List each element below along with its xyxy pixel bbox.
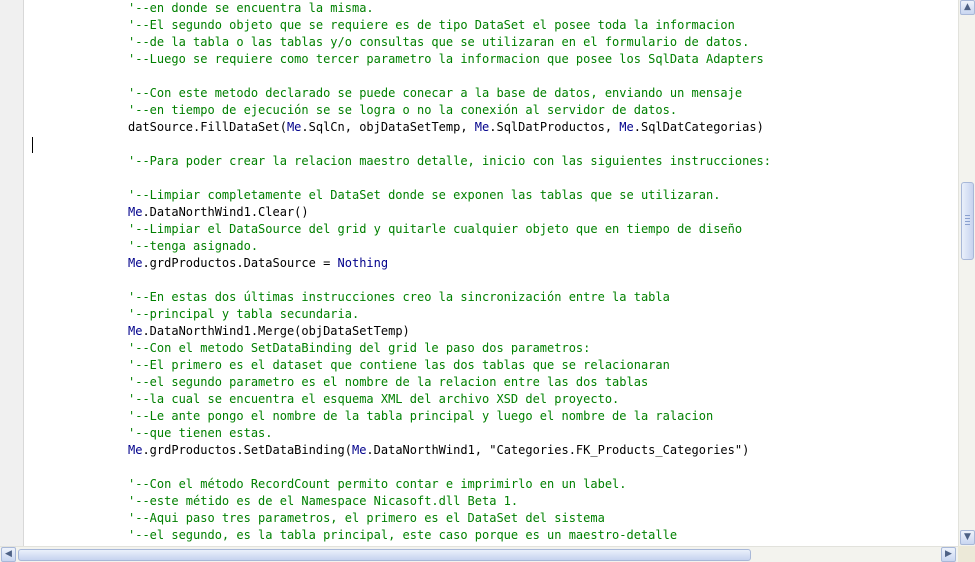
- code-line[interactable]: [128, 374, 648, 391]
- code-line[interactable]: [128, 17, 735, 34]
- grip-line: [965, 218, 970, 219]
- arrow-up-icon: ▲: [964, 2, 971, 12]
- code-comment: '--la cual se encuentra el esquema XML del archivo XSD del proyecto.: [128, 392, 620, 406]
- code-comment: '--en tiempo de ejecución se se logra o no la conexión al servidor de datos.: [128, 103, 678, 117]
- code-keyword: Me: [128, 256, 143, 270]
- editor-margin: [0, 0, 24, 546]
- arrow-left-icon: ◀: [5, 549, 12, 559]
- code-comment: '--Aqui paso tres parametros, el primero es el DataSet del sistema: [128, 511, 605, 525]
- code-comment: '--Limpiar el DataSource del grid y quitarle cualquier objeto que en tiempo de diseño: [128, 222, 743, 236]
- code-line[interactable]: [128, 476, 627, 493]
- horizontal-scrollbar[interactable]: [0, 546, 958, 562]
- grip-line: [965, 221, 970, 222]
- code-line[interactable]: [128, 187, 720, 204]
- code-comment: '--Le ante pongo el nombre de la tabla principal y luego el nombre de la ralacion: [128, 409, 714, 423]
- code-line[interactable]: [128, 238, 258, 255]
- scroll-up-button[interactable]: [960, 0, 975, 15]
- scrollbar-corner: [958, 546, 975, 562]
- code-line[interactable]: [128, 408, 713, 425]
- code-line[interactable]: [128, 204, 309, 221]
- code-line[interactable]: [128, 85, 742, 102]
- code-comment: '--Con el método RecordCount permito contar e imprimirlo en un label.: [128, 477, 627, 491]
- code-text: .DataNorthWind1.Clear(): [142, 205, 309, 219]
- code-text: .SqlDatCategorias): [633, 120, 764, 134]
- code-comment: '--de la tabla o las tablas y/o consultas que se utilizaran en el formulario de datos.: [128, 35, 750, 49]
- code-comment: '--tenga asignado.: [128, 239, 259, 253]
- code-keyword: Me: [619, 120, 634, 134]
- code-comment: '--el segundo parametro es el nombre de la relacion entre las dos tablas: [128, 375, 649, 389]
- vertical-scrollbar[interactable]: [958, 0, 975, 546]
- code-line[interactable]: [128, 119, 764, 136]
- code-text: .grdProductos.DataSource =: [142, 256, 338, 270]
- arrow-right-icon: ▶: [945, 549, 952, 559]
- code-text: .SqlCn, objDataSetTemp,: [301, 120, 475, 134]
- code-line[interactable]: [128, 323, 410, 340]
- arrow-down-icon: ▼: [964, 532, 971, 542]
- code-line[interactable]: [128, 221, 742, 238]
- scroll-right-button[interactable]: [941, 547, 956, 562]
- code-line[interactable]: [128, 493, 518, 510]
- code-comment: '--que tienen estas.: [128, 426, 273, 440]
- code-comment: '--principal y tabla secundaria.: [128, 307, 360, 321]
- code-keyword: Me: [351, 443, 367, 457]
- code-comment: '--Para poder crear la relacion maestro detalle, inicio con las siguientes instrucciones:: [128, 154, 771, 168]
- code-comment: '--Con este metodo declarado se puede conecar a la base de datos, enviando un mensaje: [128, 86, 743, 100]
- code-line[interactable]: [128, 357, 670, 374]
- grip-line: [965, 215, 970, 216]
- code-comment: '--El primero es el dataset que contiene las dos tablas que se relacionaran: [128, 358, 670, 372]
- code-keyword: Me: [128, 443, 143, 457]
- code-text: .grdProductos.SetDataBinding(: [142, 443, 352, 457]
- vertical-scroll-thumb[interactable]: [961, 182, 974, 260]
- horizontal-scroll-thumb[interactable]: [18, 549, 751, 561]
- code-line[interactable]: [128, 51, 764, 68]
- code-text: .DataNorthWind1.Merge(objDataSetTemp): [142, 324, 410, 338]
- code-line[interactable]: [128, 306, 359, 323]
- grip-line: [965, 224, 970, 225]
- code-keyword: Me: [128, 324, 143, 338]
- code-line[interactable]: [128, 510, 605, 527]
- code-keyword: Me: [474, 120, 490, 134]
- code-comment: '--En estas dos últimas instrucciones creo la sincronización entre la tabla: [128, 290, 670, 304]
- code-text: datSource.FillDataSet(: [128, 120, 287, 134]
- code-comment: '--Limpiar completamente el DataSet donde se exponen las tablas que se utilizaran.: [128, 188, 721, 202]
- code-line[interactable]: [128, 289, 670, 306]
- code-text: .SqlDatProductos,: [489, 120, 620, 134]
- code-line[interactable]: [128, 153, 771, 170]
- code-keyword: Nothing: [337, 256, 389, 270]
- code-line[interactable]: [128, 527, 677, 544]
- code-line[interactable]: [128, 34, 749, 51]
- code-line[interactable]: [128, 391, 619, 408]
- scroll-down-button[interactable]: [960, 530, 975, 545]
- code-comment: '--en donde se encuentra la misma.: [128, 1, 374, 15]
- code-line[interactable]: [128, 255, 388, 272]
- code-comment: '--El segundo objeto que se requiere es de tipo DataSet el posee toda la informacion: [128, 18, 735, 32]
- code-comment: '--Con el metodo SetDataBinding del grid le paso dos parametros:: [128, 341, 591, 355]
- code-comment: '--Luego se requiere como tercer parametro la informacion que posee los SqlData Adapters: [128, 52, 764, 66]
- code-editor[interactable]: [24, 0, 958, 546]
- code-line[interactable]: [128, 102, 677, 119]
- code-comment: '--este métido es de el Namespace Nicasoft.dll Beta 1.: [128, 494, 519, 508]
- code-line[interactable]: [128, 442, 749, 459]
- code-line[interactable]: [128, 0, 374, 17]
- scroll-left-button[interactable]: [1, 547, 16, 562]
- code-text: .DataNorthWind1, "Categories.FK_Products_Categories"): [366, 443, 750, 457]
- code-keyword: Me: [128, 205, 143, 219]
- text-caret: [32, 137, 33, 153]
- code-comment: '--el segundo, es la tabla principal, este caso porque es un maestro-detalle: [128, 528, 678, 542]
- code-line[interactable]: [128, 425, 273, 442]
- code-line[interactable]: [128, 340, 590, 357]
- code-keyword: Me: [286, 120, 302, 134]
